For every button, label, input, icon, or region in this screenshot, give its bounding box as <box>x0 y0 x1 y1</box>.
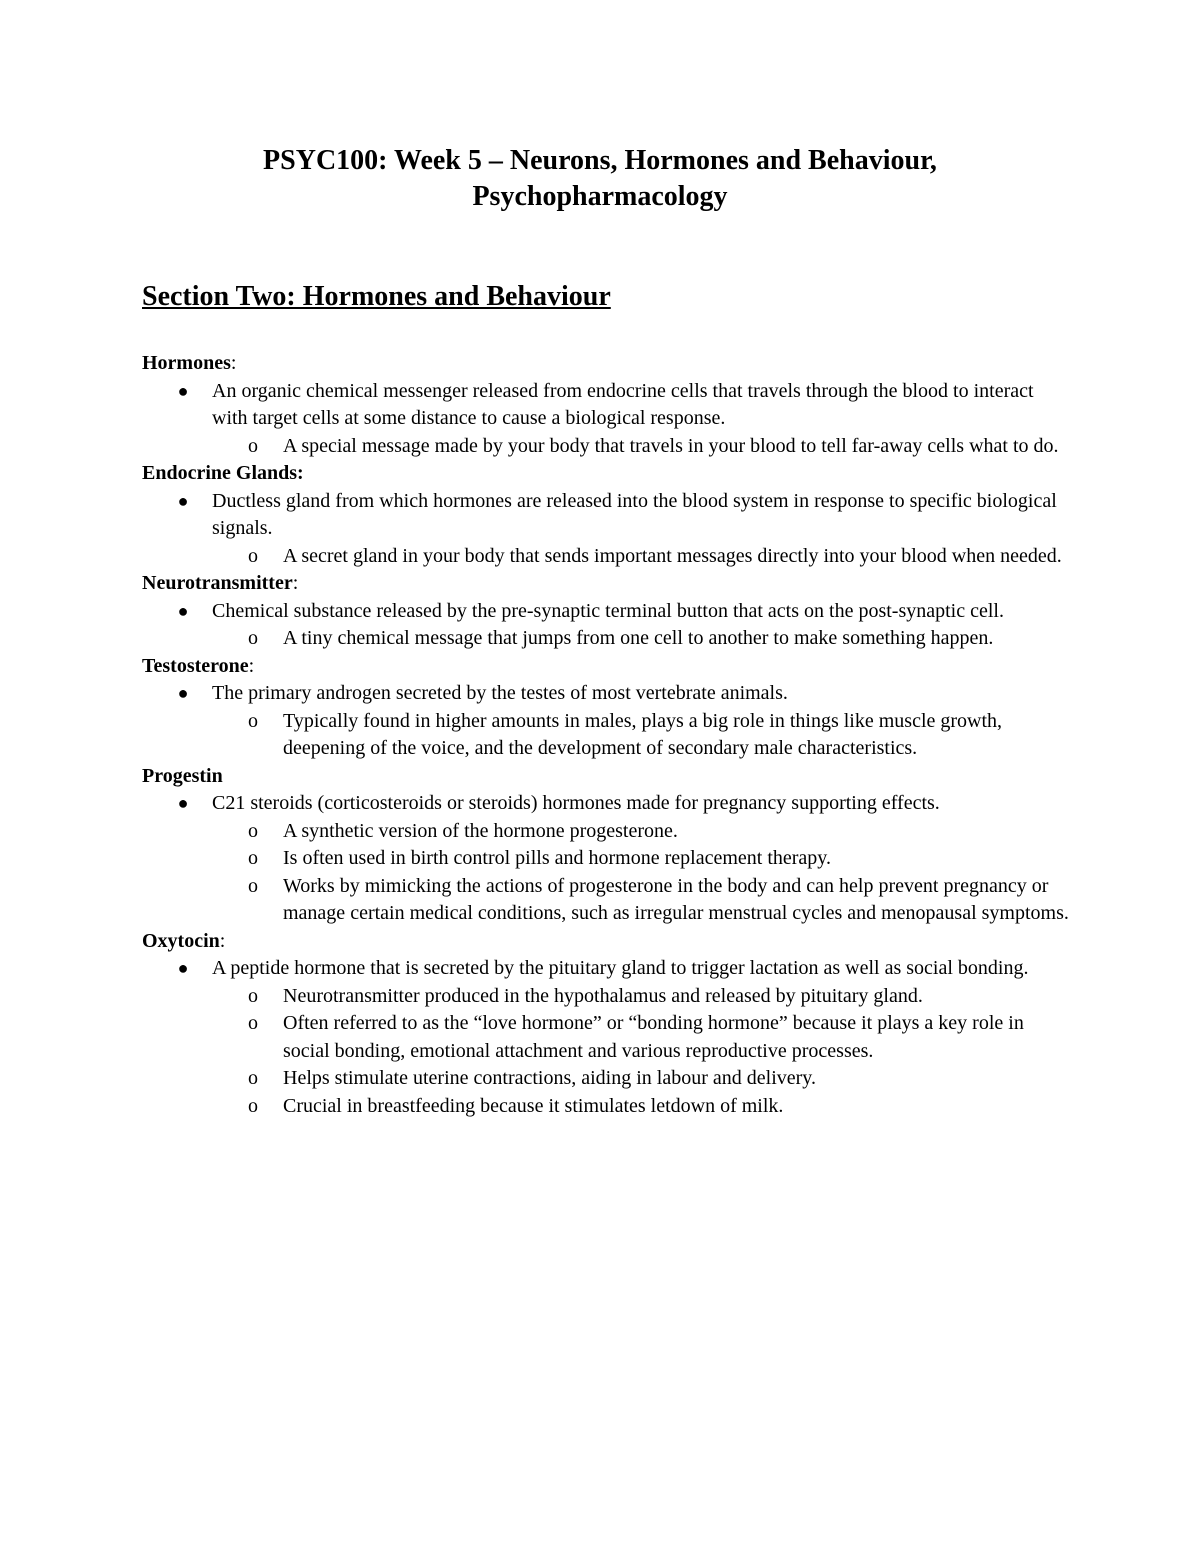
explanation-item <box>212 983 1072 1011</box>
term-suffix: : <box>248 654 255 677</box>
circle-bullet-icon: o <box>248 874 258 897</box>
term-heading <box>142 653 1072 681</box>
definition-text: Chemical substance released by the pre-synaptic terminal button that acts on the post-synaptic cell. <box>212 599 1004 622</box>
definition-list <box>142 955 1072 1120</box>
document-title-line-2: Psychopharmacology <box>472 181 728 212</box>
explanation-text: Often referred to as the “love hormone” or “bonding hormone” because it plays a key role in social bonding, emotional attachment and various reproductive processes. <box>283 1012 1024 1062</box>
bullet-icon: ● <box>177 793 189 813</box>
explanation-list <box>212 708 1072 763</box>
definition-list <box>142 598 1072 653</box>
term-suffix: : <box>230 352 237 374</box>
explanation-item <box>212 1065 1072 1093</box>
section-heading: Section Two: Hormones and Behaviour <box>142 281 611 312</box>
explanation-item <box>212 1010 1072 1065</box>
term-heading <box>142 460 1072 488</box>
circle-bullet-icon: o <box>248 1067 258 1089</box>
definition-text: The primary androgen secreted by the testes of most vertebrate animals. <box>212 682 788 704</box>
definition-text: C21 steroids (corticosteroids or steroids) hormones made for pregnancy supporting effects. <box>212 792 940 814</box>
explanation-item <box>212 708 1072 763</box>
definition-text: An organic chemical messenger released from endocrine cells that travels through the blood to interact with target cells at some distance to cause a biological response. <box>212 379 1034 429</box>
explanation-list <box>212 983 1072 1121</box>
explanation-text: Typically found in higher amounts in males, plays a big role in things like muscle growth, deepening of the voice, and the development of secondary male characteristics. <box>283 709 1003 759</box>
bullet-icon: ● <box>177 683 189 703</box>
circle-bullet-icon: o <box>248 434 258 457</box>
explanation-item <box>212 625 1072 653</box>
explanation-item <box>212 543 1072 571</box>
term-heading <box>142 763 1072 791</box>
explanation-item <box>212 1093 1072 1121</box>
term-name: Progestin <box>142 764 223 787</box>
circle-bullet-icon: o <box>248 1094 258 1117</box>
explanation-list <box>212 818 1072 928</box>
definition-list <box>142 790 1072 928</box>
notes-content <box>142 350 1072 1120</box>
definition-item <box>142 598 1072 653</box>
definition-list <box>142 488 1072 571</box>
explanation-text: Is often used in birth control pills and hormone replacement therapy. <box>283 847 831 869</box>
definition-item <box>142 790 1072 928</box>
circle-bullet-icon: o <box>248 544 258 567</box>
term-name: Oxytocin <box>142 929 220 952</box>
explanation-item <box>212 818 1072 846</box>
circle-bullet-icon: o <box>248 709 258 732</box>
explanation-item <box>212 433 1072 461</box>
bullet-icon: ● <box>177 958 189 978</box>
explanation-item <box>212 845 1072 873</box>
explanation-text: Helps stimulate uterine contractions, aiding in labour and delivery. <box>283 1067 816 1089</box>
circle-bullet-icon: o <box>248 1012 258 1034</box>
bullet-icon: ● <box>177 600 189 621</box>
bullet-icon: ● <box>177 490 189 511</box>
term-suffix: : <box>219 929 226 952</box>
bullet-icon: ● <box>177 380 189 401</box>
term-heading <box>142 350 1072 378</box>
explanation-text: A secret gland in your body that sends important messages directly into your blood when needed. <box>283 544 1062 567</box>
term-heading <box>142 570 1072 598</box>
explanation-text: Works by mimicking the actions of progesterone in the body and can help prevent pregnancy or manage certain medical conditions, such as irregular menstrual cycles and menopausal symptoms. <box>283 874 1069 924</box>
definition-item <box>142 378 1072 461</box>
term-name: Neurotransmitter <box>142 572 293 594</box>
term-name: Endocrine Glands: <box>142 462 304 484</box>
explanation-text: Crucial in breastfeeding because it stimulates letdown of milk. <box>283 1094 784 1117</box>
circle-bullet-icon: o <box>248 984 258 1007</box>
circle-bullet-icon: o <box>248 847 258 869</box>
term-name: Testosterone <box>142 654 249 677</box>
explanation-list <box>212 543 1072 571</box>
explanation-item <box>212 873 1072 928</box>
definition-list <box>142 680 1072 763</box>
circle-bullet-icon: o <box>248 819 258 842</box>
explanation-text: A synthetic version of the hormone progesterone. <box>283 819 678 842</box>
circle-bullet-icon: o <box>248 627 258 649</box>
definition-item <box>142 488 1072 571</box>
definition-text: A peptide hormone that is secreted by the pituitary gland to trigger lactation as well as social bonding. <box>212 957 1029 979</box>
term-heading <box>142 928 1072 956</box>
term-suffix: : <box>292 572 299 594</box>
document-title-line-1: PSYC100: Week 5 – Neurons, Hormones and Behaviour, <box>263 145 937 176</box>
term-name: Hormones <box>142 352 231 374</box>
document-title <box>120 143 1080 215</box>
definition-list <box>142 378 1072 461</box>
explanation-text: A tiny chemical message that jumps from one cell to another to make something happen. <box>283 627 994 649</box>
definition-text: Ductless gland from which hormones are released into the blood system in response to specific biological signals. <box>212 489 1057 539</box>
explanation-text: A special message made by your body that travels in your blood to tell far-away cells what to do. <box>283 434 1059 457</box>
definition-item <box>142 680 1072 763</box>
explanation-list <box>212 625 1072 653</box>
explanation-text: Neurotransmitter produced in the hypothalamus and released by pituitary gland. <box>283 984 923 1007</box>
definition-item <box>142 955 1072 1120</box>
explanation-list <box>212 433 1072 461</box>
